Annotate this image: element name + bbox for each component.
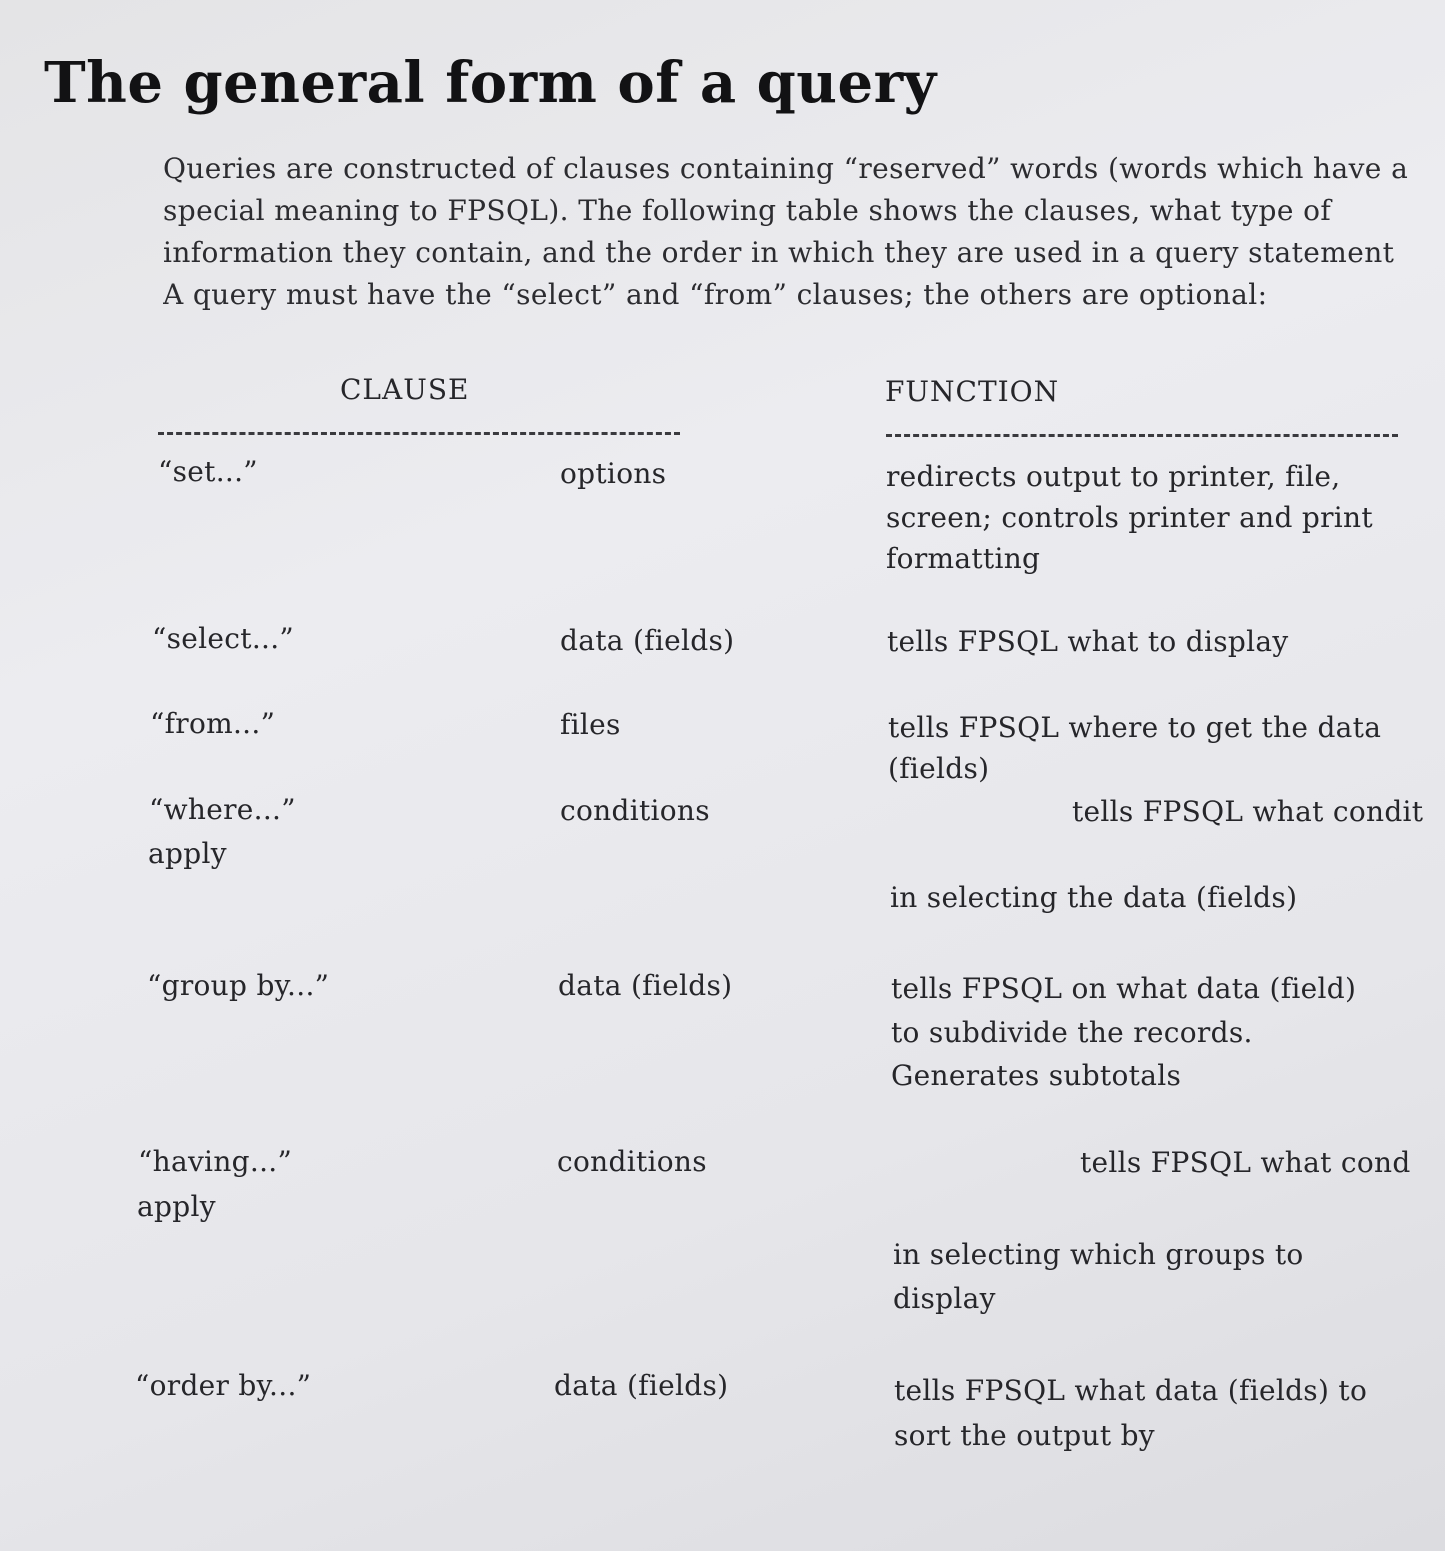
clause-set: “set...” xyxy=(158,455,258,488)
function-line: display xyxy=(893,1282,996,1315)
function-group-by xyxy=(891,967,1356,1098)
intro-paragraph xyxy=(163,148,1445,316)
function-having xyxy=(893,1233,1304,1321)
clause-header-rule xyxy=(158,432,680,435)
type-data-fields: data (fields) xyxy=(560,624,735,657)
clause-having: “having...” xyxy=(138,1145,293,1178)
clause-where: “where...” xyxy=(149,793,296,826)
function-line: (fields) xyxy=(888,752,990,785)
function-line: tells FPSQL on what data (field) xyxy=(891,972,1357,1005)
type-data-fields: data (fields) xyxy=(554,1369,729,1402)
function-set xyxy=(886,456,1373,579)
page-title: The general form of a query xyxy=(44,50,937,116)
type-data-fields: data (fields) xyxy=(558,969,733,1002)
function-line: formatting xyxy=(886,542,1041,575)
function-header-rule xyxy=(886,434,1398,437)
intro-line: Queries are constructed of clauses containing “reserved” words (words which have a xyxy=(163,152,1409,185)
function-select: tells FPSQL what to display xyxy=(887,625,1289,658)
function-where: in selecting the data (fields) xyxy=(890,881,1298,914)
clause-order-by: “order by...” xyxy=(135,1369,312,1402)
function-from xyxy=(888,707,1381,789)
type-files: files xyxy=(560,708,621,741)
clause-group-by: “group by...” xyxy=(147,969,330,1002)
function-having-first: tells FPSQL what cond xyxy=(1080,1146,1411,1179)
type-conditions: conditions xyxy=(557,1145,707,1178)
clause-where-wrap: apply xyxy=(148,837,227,870)
function-column-header: FUNCTION xyxy=(885,375,1060,408)
function-line: tells FPSQL what data (fields) to xyxy=(894,1374,1368,1407)
clause-column-header: CLAUSE xyxy=(340,373,470,406)
function-where-first: tells FPSQL what condit xyxy=(1072,795,1424,828)
type-options: options xyxy=(560,457,667,490)
clause-having-wrap: apply xyxy=(137,1190,216,1223)
function-line: in selecting which groups to xyxy=(893,1238,1304,1271)
function-line: redirects output to printer, file, xyxy=(886,460,1341,493)
clause-select: “select...” xyxy=(152,622,295,655)
function-order-by xyxy=(894,1368,1367,1458)
intro-line: information they contain, and the order in which they are used in a query statement xyxy=(163,236,1395,269)
function-line: Generates subtotals xyxy=(891,1059,1182,1092)
function-line: sort the output by xyxy=(894,1419,1155,1452)
clause-from: “from...” xyxy=(150,707,276,740)
intro-line: special meaning to FPSQL). The following table shows the clauses, what type of xyxy=(163,194,1332,227)
function-line: to subdivide the records. xyxy=(891,1015,1253,1049)
function-line: tells FPSQL where to get the data xyxy=(888,711,1382,744)
intro-line: A query must have the “select” and “from” clauses; the others are optional: xyxy=(163,278,1268,311)
type-conditions: conditions xyxy=(560,794,710,827)
function-line: screen; controls printer and print xyxy=(886,501,1373,534)
